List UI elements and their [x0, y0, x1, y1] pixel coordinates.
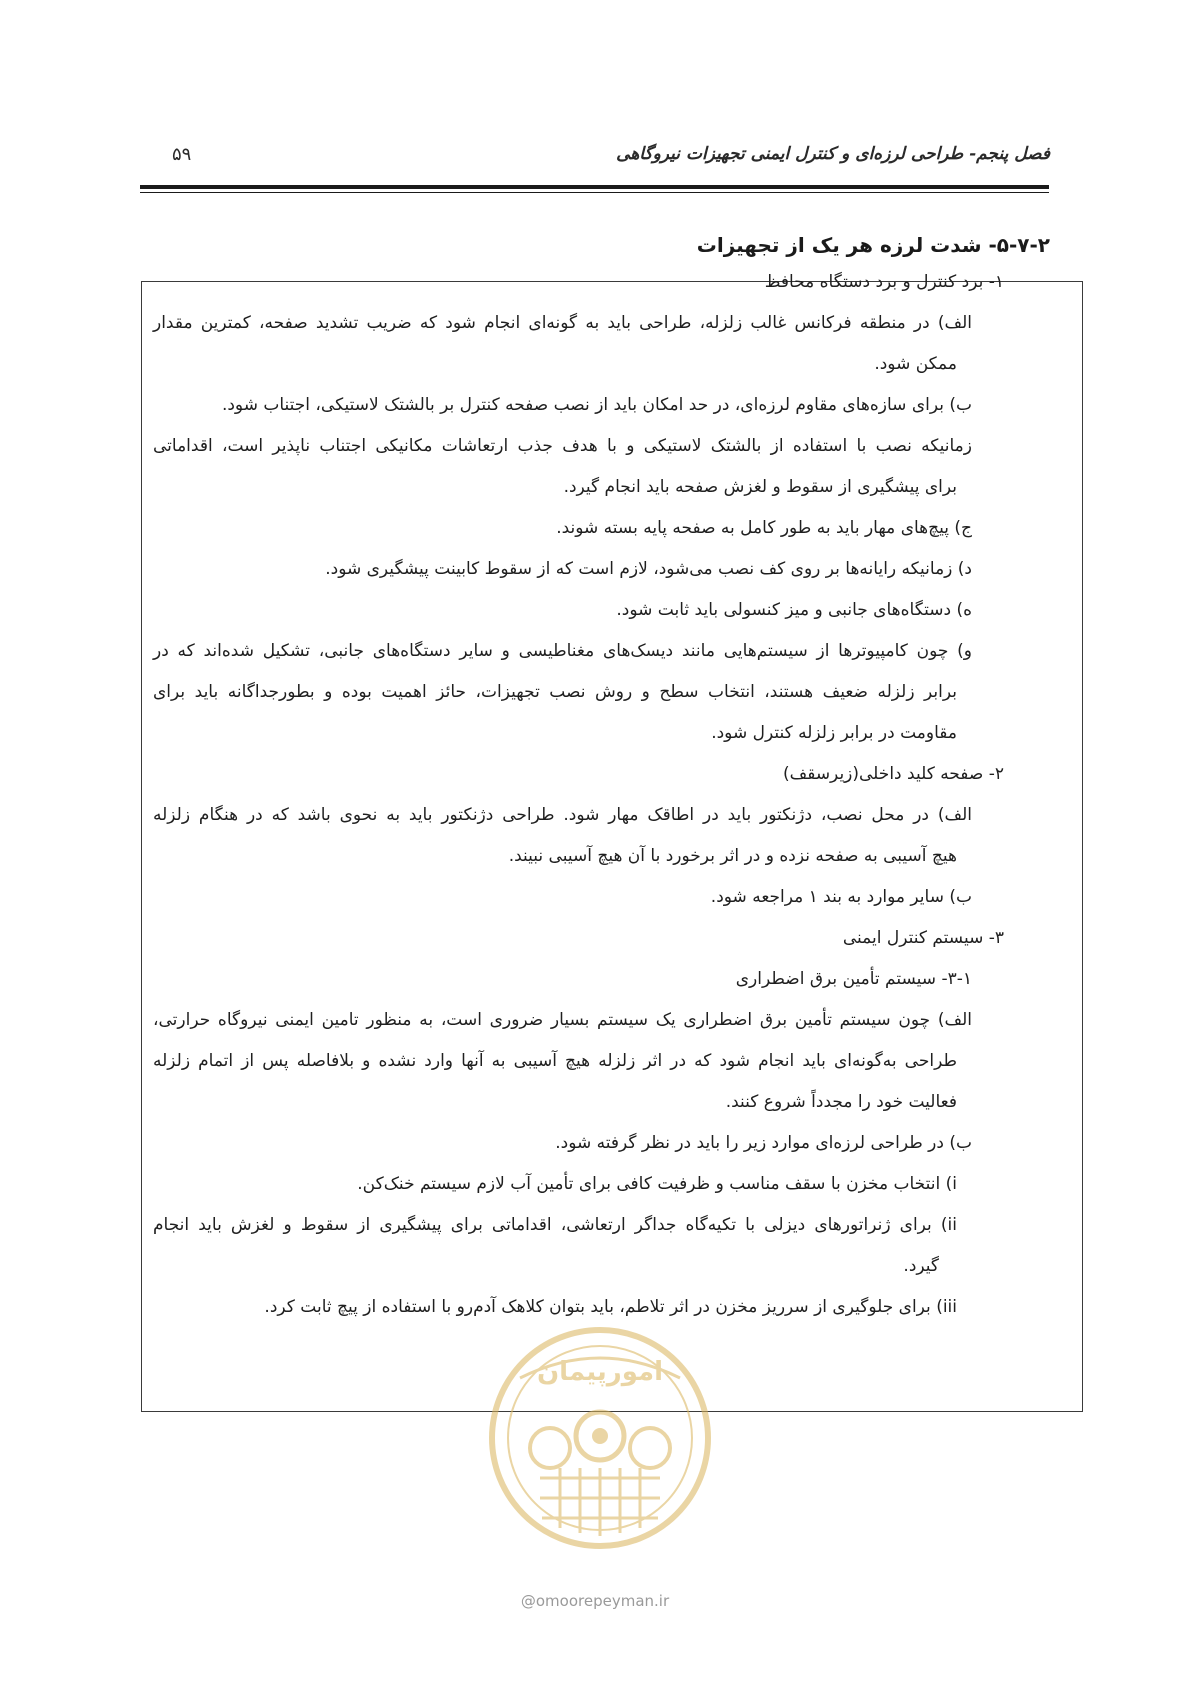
item-3-1a-text: الف) چون سیستم تأمین برق اضطراری یک سیستم بسیار ضروری است، به منظور تامین ایمنی نیروگاه حرارتی،: [153, 1010, 972, 1030]
header-rule-thick: [140, 185, 1049, 189]
item-1f-continuation: مقاومت در برابر زلزله کنترل شود.: [711, 723, 957, 743]
item-2a-continuation: هیچ آسیبی به صفحه نزده و در اثر برخورد با آن هیچ آسیبی نبیند.: [508, 846, 957, 866]
item-3-1a-line-2: طراحی به‌گونه‌ای باید انجام شود که در اثر زلزله هیچ آسیبی به آنها وارد نشده و بلافاصله پس از اتمام زلزله: [153, 1051, 957, 1071]
roman-item-ii: ii) برای ژنراتورهای دیزلی با تکیه‌گاه جداگر ارتعاشی، اقداماتی برای پیشگیری از سقوط و لغزش باید انجام: [153, 1215, 957, 1235]
watermark-url: @omoorepeyman.ir: [520, 1592, 670, 1610]
section-heading: ۵-۷-۲- شدت لرزه هر یک از تجهیزات: [696, 233, 1050, 257]
page-number: ۵۹: [172, 144, 192, 165]
item-2-heading: ۲- صفحه کلید داخلی(زیرسقف): [782, 764, 1004, 784]
item-1d-text: د) زمانیکه رایانه‌ها بر روی کف نصب می‌شود، لازم است که از سقوط کابینت پیشگیری شود.: [325, 559, 972, 579]
item-2a-text: الف) در محل نصب، دژنکتور باید در اطاقک مهار شود. طراحی دژنکتور باید به نحوی باشد که در هنگام زلزله: [153, 805, 972, 825]
item-2b-text: ب) سایر موارد به بند ۱ مراجعه شود.: [710, 887, 972, 907]
item-1f-line-2: برابر زلزله ضعیف هستند، انتخاب سطح و روش نصب تجهیزات، حائز اهمیت بوده و بطورجداگانه باید برای: [153, 682, 957, 702]
item-3-1a-continuation: فعالیت خود را مجدداً شروع کنند.: [725, 1092, 957, 1112]
item-1f-text: و) چون کامپیوترها از سیستم‌هایی مانند دیسک‌های مغناطیسی و سایر دستگاه‌های جانبی، تشکیل شده‌اند که در: [153, 641, 972, 661]
item-1e-text: ه) دستگاه‌های جانبی و میز کنسولی باید ثابت شود.: [616, 600, 972, 620]
item-1b-text: ب) برای سازه‌های مقاوم لرزه‌ای، در حد امکان باید از نصب صفحه کنترل بر بالشتک لاستیکی، اجتناب شود.: [221, 395, 972, 415]
item-3-1-heading: ۳-۱- سیستم تأمین برق اضطراری: [735, 969, 972, 989]
watermark-logo-text: امورپیمان: [536, 1357, 664, 1387]
header-rule-thin: [140, 192, 1049, 193]
roman-item-ii-continuation: گیرد.: [903, 1256, 939, 1276]
watermark-logo: [480, 1318, 720, 1558]
roman-item-iii: iii) برای جلوگیری از سرریز مخزن در اثر تلاطم، باید بتوان کلاهک آدم‌رو با استفاده از پیچ ثابت کرد.: [264, 1297, 957, 1317]
item-1-heading: ۱- برد کنترل و برد دستگاه محافظ: [764, 272, 1004, 292]
roman-item-i: i) انتخاب مخزن با سقف مناسب و ظرفیت کافی برای تأمین آب لازم سیستم خنک‌کن.: [357, 1174, 957, 1194]
running-header-title: فصل پنجم- طراحی لرزه‌ای و کنترل ایمنی تجهیزات نیروگاهی: [616, 144, 1050, 164]
item-1b-continuation: برای پیشگیری از سقوط و لغزش صفحه باید انجام گیرد.: [563, 477, 957, 497]
item-1a-text: الف) در منطقه فرکانس غالب زلزله، طراحی باید به گونه‌ای انجام شود که ضریب تشدید صفحه، کمترین مقدار: [153, 313, 972, 333]
item-1a-continuation: ممکن شود.: [874, 354, 957, 374]
content-box: [141, 272, 1083, 1412]
item-1b-line-2: زمانیکه نصب با استفاده از بالشتک لاستیکی و با هدف جذب ارتعاشات مکانیکی اجتناب ناپذیر است، اقداماتی: [153, 436, 972, 456]
item-1c-text: ج) پیچ‌های مهار باید به طور کامل به صفحه پایه بسته شوند.: [556, 518, 972, 538]
item-3-1b-text: ب) در طراحی لرزه‌ای موارد زیر را باید در نظر گرفته شود.: [555, 1133, 972, 1153]
item-3-heading: ۳- سیستم کنترل ایمنی: [842, 928, 1004, 948]
